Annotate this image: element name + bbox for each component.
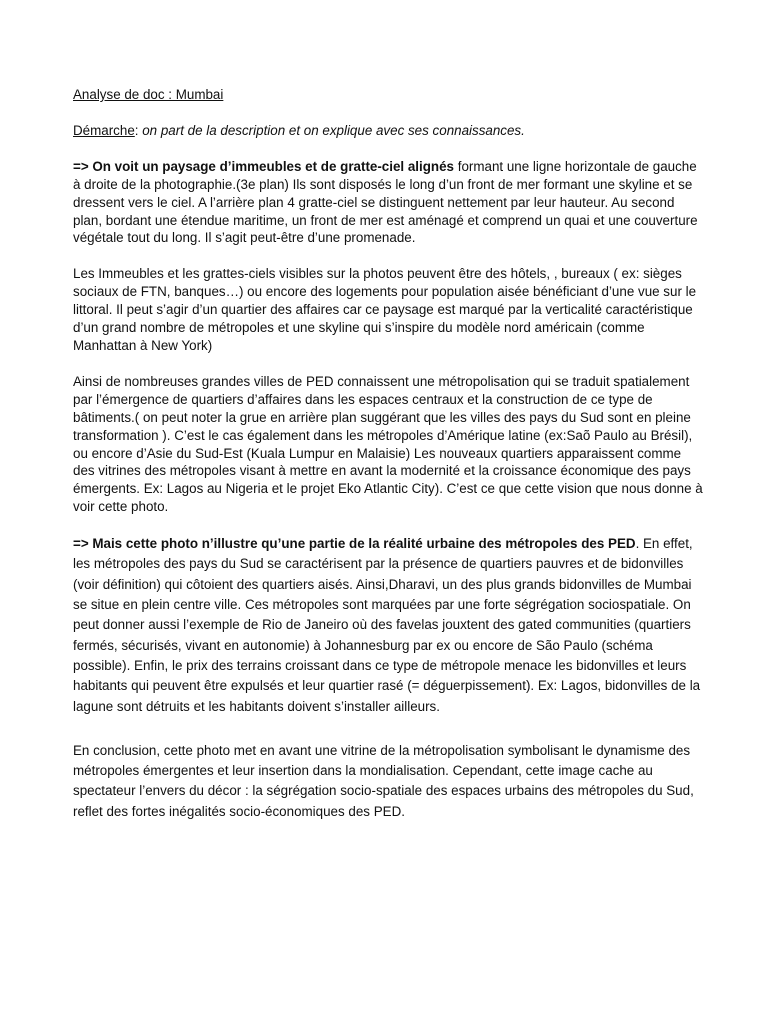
method-line [73,122,703,140]
paragraph-segregation-text: . En effet, les métropoles des pays du Sud se caractérisent par la présence de quartiers pauvres et de bidonvilles (voir définition) qui côtoient des quartiers aisés. Ainsi,Dharavi, un des plus grands bidonvilles de Mumbai se situe en plein centre ville. Ces métropoles sont marquées par une forte ségrégation sociospatiale. On peut donner aussi l’exemple de Rio de Janeiro où des favelas jouxtent des gated communities (quartiers fermés, sécurisés, vivant en autonomie) à Johannesburg par ex ou encore de São Paulo (schéma possible). Enfin, le prix des terrains croissant dans ce type de métropole menace les bidonvilles et leurs habitants qui peuvent être expulsés et leur quartier rasé (= déguerpissement). Ex: Lagos, bidonvilles de la lagune sont détruits et les habitants doivent s’installer ailleurs. [73,536,701,714]
paragraph-metropolisation [73,373,703,516]
paragraph-segregation-lead: => Mais cette photo n’illustre qu’une partie de la réalité urbaine des métropoles des PED [73,536,636,552]
paragraph-conclusion [73,741,703,822]
paragraph-description-text: formant une ligne horizontale de gauche à droite de la photographie.(3e plan) Ils sont disposés le long d’un front de mer formant une skyline et se dressent vers le ciel. A l’arrière plan 4 gratte-ciel se distinguent nettement par leur hauteur. Au second plan, bordant une étendue maritime, un front de mer est aménagé et comprend un quai et une couverture végétale tout du long. Il s’agit peut-être d’une promenade. [73,158,698,246]
paragraph-buildings [73,265,703,355]
document-title: Analyse de doc : Mumbai [73,87,224,102]
method-label: Démarche [73,122,135,138]
method-separator: : [134,122,143,138]
method-text: on part de la description et on explique avec ses connaissances. [142,122,525,138]
paragraph-description-lead: => On voit un paysage d’immeubles et de gratte-ciel alignés [73,158,455,174]
document-page [73,86,703,840]
paragraph-metropolisation-text: Ainsi de nombreuses grandes villes de PED connaissent une métropolisation qui se traduit spatialement par l’émergence de quartiers d’affaires dans les espaces centraux et la construction de ce type de bâtiments.( on peut noter la grue en arrière plan suggérant que les villes des pays du Sud sont en pleine transformation ). C’est le cas également dans les métropoles d’Amérique latine (ex:Saõ Paulo au Brésil), ou encore d’Asie du Sud-Est (Kuala Lumpur en Malaisie) Les nouveaux quartiers apparaissent comme des vitrines des métropoles visant à mettre en avant la modernité et la croissance économique des pays émergents. Ex: Lagos au Nigeria et le projet Eko Atlantic City). C’est ce que cette vision que nous donne à voir cette photo. [73,373,703,515]
paragraph-segregation [73,534,703,717]
paragraph-conclusion-text: En conclusion, cette photo met en avant une vitrine de la métropolisation symbolisant le dynamisme des métropoles émergentes et leur insertion dans la mondialisation. Cependant, cette image cache au spectateur l’envers du décor : la ségrégation socio-spatiale des espaces urbains des métropoles du Sud, reflet des fortes inégalités socio-économiques des PED. [73,742,694,819]
paragraph-buildings-text: Les Immeubles et les grattes-ciels visibles sur la photos peuvent être des hôtels, , bureaux ( ex: sièges sociaux de FTN, banques…) ou encore des logements pour population aisée bénéficiant d’une vue sur le littoral. Il peut s’agir d’un quartier des affaires car ce paysage est marqué par la verticalité caractéristique d’un grand nombre de métropoles et une skyline qui s’inspire du modèle nord américain (comme Manhattan à New York) [73,266,697,353]
paragraph-description [73,158,703,248]
